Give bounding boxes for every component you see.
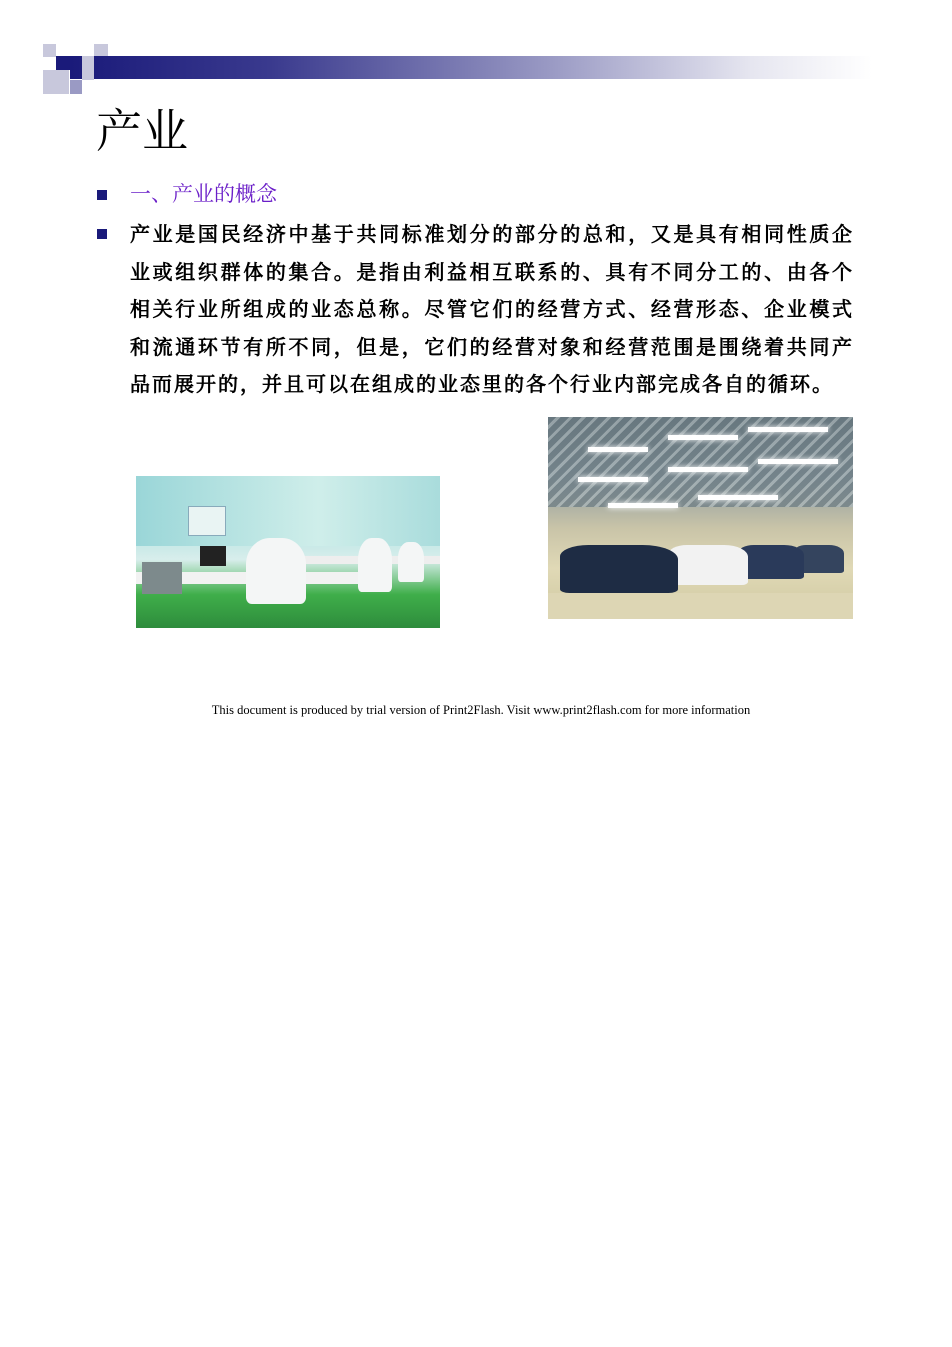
- trial-footer-note: This document is produced by trial version of Print2Flash. Visit www.print2flash.com for more information: [211, 703, 751, 717]
- cleanroom-photo: [136, 476, 440, 628]
- header-decor-square: [82, 56, 94, 80]
- header-gradient-bar: [70, 56, 872, 79]
- bullet-square-icon: [97, 229, 107, 239]
- section-heading: 一、产业的概念: [130, 182, 277, 206]
- bullet-square-icon: [97, 190, 107, 200]
- car-factory-photo: [548, 417, 853, 619]
- header-decor-square: [43, 70, 69, 94]
- body-paragraph: 产业是国民经济中基于共同标准划分的部分的总和，又是具有相同性质企业或组织群体的集合。是指由利益相互联系的、具有不同分工的、由各个相关行业所组成的业态总称。尽管它们的经营方式、经营形态、企业模式和流通环节有所不同，但是，它们的经营对象和经营范围是围绕着共同产品而展开的，并且可以在组成的业态里的各个行业内部完成各自的循环。: [130, 222, 854, 397]
- header-decor-square: [43, 44, 56, 57]
- slide-title: 产业: [96, 104, 188, 158]
- header-decor-square: [70, 80, 82, 94]
- header-decor-square: [94, 44, 108, 56]
- header-decor-square: [56, 56, 70, 70]
